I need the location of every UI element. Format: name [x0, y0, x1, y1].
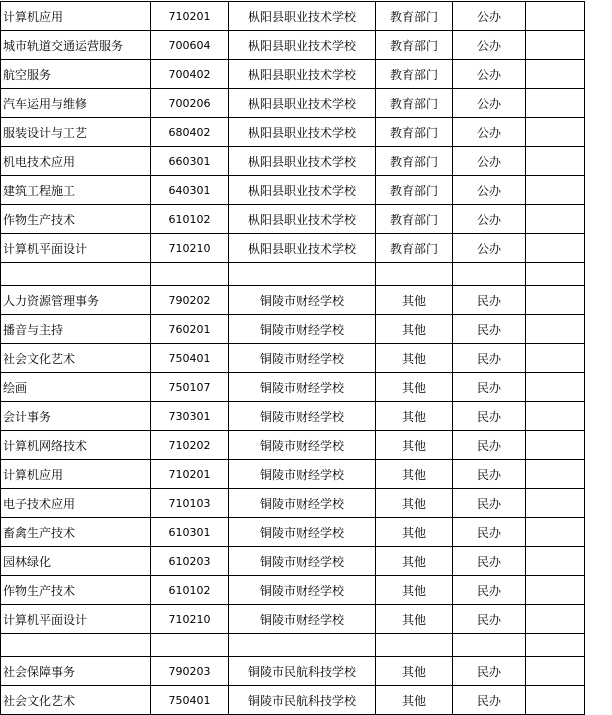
- department-cell: 教育部门: [376, 31, 453, 60]
- code-cell: 750401: [151, 686, 229, 715]
- school-cell: 铜陵市财经学校: [229, 576, 376, 605]
- table-row: [1, 286, 585, 315]
- empty-cell: [151, 634, 229, 657]
- empty-cell: [526, 286, 585, 315]
- school-type-cell: 民办: [453, 402, 526, 431]
- department-cell: 其他: [376, 686, 453, 715]
- table-row: [1, 60, 585, 89]
- major-cell: 计算机网络技术: [1, 431, 151, 460]
- department-cell: 其他: [376, 315, 453, 344]
- major-cell: 城市轨道交通运营服务: [1, 31, 151, 60]
- school-cell: 铜陵市财经学校: [229, 431, 376, 460]
- department-cell: 其他: [376, 373, 453, 402]
- school-type-cell: 公办: [453, 31, 526, 60]
- code-cell: 700604: [151, 31, 229, 60]
- department-cell: 教育部门: [376, 234, 453, 263]
- empty-cell: [526, 344, 585, 373]
- table-row: [1, 89, 585, 118]
- school-type-cell: 民办: [453, 431, 526, 460]
- school-type-cell: 民办: [453, 373, 526, 402]
- empty-cell: [526, 31, 585, 60]
- major-cell: 计算机应用: [1, 460, 151, 489]
- empty-cell: [526, 118, 585, 147]
- major-cell: 人力资源管理事务: [1, 286, 151, 315]
- school-cell: 枞阳县职业技术学校: [229, 176, 376, 205]
- major-cell: 园林绿化: [1, 547, 151, 576]
- table-row: [1, 118, 585, 147]
- table-row: [1, 547, 585, 576]
- empty-cell: [526, 234, 585, 263]
- school-type-cell: 公办: [453, 234, 526, 263]
- table-row: [1, 2, 585, 31]
- school-cell: 铜陵市民航科技学校: [229, 686, 376, 715]
- empty-cell: [526, 315, 585, 344]
- table-row: [1, 315, 585, 344]
- empty-cell: [1, 263, 151, 286]
- table-row: [1, 657, 585, 686]
- empty-cell: [526, 431, 585, 460]
- empty-cell: [526, 686, 585, 715]
- empty-cell: [526, 147, 585, 176]
- school-type-cell: 公办: [453, 89, 526, 118]
- table-row: [1, 686, 585, 715]
- department-cell: 教育部门: [376, 60, 453, 89]
- major-cell: 机电技术应用: [1, 147, 151, 176]
- table-row: [1, 176, 585, 205]
- school-type-cell: 公办: [453, 2, 526, 31]
- empty-cell: [526, 2, 585, 31]
- major-cell: 作物生产技术: [1, 576, 151, 605]
- empty-cell: [526, 489, 585, 518]
- table-row: [1, 489, 585, 518]
- school-cell: 铜陵市财经学校: [229, 373, 376, 402]
- code-cell: 610301: [151, 518, 229, 547]
- spacer-row: [1, 634, 585, 657]
- school-majors-table: [0, 1, 585, 715]
- school-type-cell: 公办: [453, 205, 526, 234]
- code-cell: 640301: [151, 176, 229, 205]
- table-row: [1, 431, 585, 460]
- major-cell: 计算机平面设计: [1, 605, 151, 634]
- table-row: [1, 205, 585, 234]
- empty-cell: [526, 263, 585, 286]
- empty-cell: [229, 634, 376, 657]
- empty-cell: [526, 60, 585, 89]
- code-cell: 610203: [151, 547, 229, 576]
- major-cell: 社会文化艺术: [1, 344, 151, 373]
- code-cell: 710201: [151, 460, 229, 489]
- empty-cell: [526, 634, 585, 657]
- department-cell: 教育部门: [376, 205, 453, 234]
- empty-cell: [526, 176, 585, 205]
- code-cell: 750107: [151, 373, 229, 402]
- major-cell: 计算机应用: [1, 2, 151, 31]
- department-cell: 教育部门: [376, 118, 453, 147]
- major-cell: 畜禽生产技术: [1, 518, 151, 547]
- empty-cell: [526, 547, 585, 576]
- empty-cell: [151, 263, 229, 286]
- school-cell: 铜陵市财经学校: [229, 286, 376, 315]
- school-cell: 枞阳县职业技术学校: [229, 234, 376, 263]
- code-cell: 760201: [151, 315, 229, 344]
- code-cell: 700402: [151, 60, 229, 89]
- school-type-cell: 公办: [453, 147, 526, 176]
- school-type-cell: 民办: [453, 576, 526, 605]
- table-row: [1, 31, 585, 60]
- empty-cell: [453, 634, 526, 657]
- empty-cell: [376, 263, 453, 286]
- code-cell: 710210: [151, 234, 229, 263]
- school-type-cell: 民办: [453, 489, 526, 518]
- school-type-cell: 民办: [453, 657, 526, 686]
- empty-cell: [526, 518, 585, 547]
- code-cell: 710201: [151, 2, 229, 31]
- empty-cell: [526, 605, 585, 634]
- code-cell: 660301: [151, 147, 229, 176]
- department-cell: 其他: [376, 489, 453, 518]
- code-cell: 730301: [151, 402, 229, 431]
- department-cell: 其他: [376, 286, 453, 315]
- table-row: [1, 234, 585, 263]
- school-cell: 枞阳县职业技术学校: [229, 60, 376, 89]
- table-row: [1, 518, 585, 547]
- table-row: [1, 373, 585, 402]
- school-type-cell: 公办: [453, 176, 526, 205]
- school-type-cell: 民办: [453, 547, 526, 576]
- school-type-cell: 民办: [453, 286, 526, 315]
- school-cell: 枞阳县职业技术学校: [229, 89, 376, 118]
- school-cell: 铜陵市财经学校: [229, 460, 376, 489]
- department-cell: 教育部门: [376, 147, 453, 176]
- empty-cell: [453, 263, 526, 286]
- department-cell: 其他: [376, 547, 453, 576]
- table-row: [1, 605, 585, 634]
- school-cell: 铜陵市财经学校: [229, 489, 376, 518]
- department-cell: 其他: [376, 431, 453, 460]
- school-type-cell: 公办: [453, 118, 526, 147]
- code-cell: 700206: [151, 89, 229, 118]
- department-cell: 其他: [376, 460, 453, 489]
- major-cell: 会计事务: [1, 402, 151, 431]
- empty-cell: [526, 460, 585, 489]
- school-cell: 枞阳县职业技术学校: [229, 2, 376, 31]
- major-cell: 汽车运用与维修: [1, 89, 151, 118]
- school-type-cell: 公办: [453, 60, 526, 89]
- department-cell: 其他: [376, 605, 453, 634]
- major-cell: 作物生产技术: [1, 205, 151, 234]
- code-cell: 790202: [151, 286, 229, 315]
- school-type-cell: 民办: [453, 518, 526, 547]
- school-cell: 铜陵市财经学校: [229, 402, 376, 431]
- school-cell: 铜陵市财经学校: [229, 315, 376, 344]
- department-cell: 其他: [376, 657, 453, 686]
- school-type-cell: 民办: [453, 315, 526, 344]
- major-cell: 社会保障事务: [1, 657, 151, 686]
- major-cell: 计算机平面设计: [1, 234, 151, 263]
- major-cell: 服装设计与工艺: [1, 118, 151, 147]
- school-cell: 铜陵市民航科技学校: [229, 657, 376, 686]
- code-cell: 750401: [151, 344, 229, 373]
- table-row: [1, 576, 585, 605]
- spacer-row: [1, 263, 585, 286]
- empty-cell: [526, 89, 585, 118]
- major-cell: 绘画: [1, 373, 151, 402]
- table-body: [1, 2, 585, 715]
- code-cell: 610102: [151, 576, 229, 605]
- table-row: [1, 402, 585, 431]
- major-cell: 播音与主持: [1, 315, 151, 344]
- school-cell: 铜陵市财经学校: [229, 518, 376, 547]
- major-cell: 社会文化艺术: [1, 686, 151, 715]
- school-cell: 铜陵市财经学校: [229, 344, 376, 373]
- department-cell: 其他: [376, 402, 453, 431]
- school-type-cell: 民办: [453, 344, 526, 373]
- table-row: [1, 147, 585, 176]
- major-cell: 航空服务: [1, 60, 151, 89]
- code-cell: 710202: [151, 431, 229, 460]
- major-cell: 电子技术应用: [1, 489, 151, 518]
- department-cell: 其他: [376, 518, 453, 547]
- department-cell: 其他: [376, 576, 453, 605]
- empty-cell: [526, 657, 585, 686]
- school-cell: 枞阳县职业技术学校: [229, 205, 376, 234]
- school-type-cell: 民办: [453, 460, 526, 489]
- major-cell: 建筑工程施工: [1, 176, 151, 205]
- department-cell: 教育部门: [376, 2, 453, 31]
- code-cell: 710210: [151, 605, 229, 634]
- empty-cell: [526, 373, 585, 402]
- empty-cell: [229, 263, 376, 286]
- code-cell: 790203: [151, 657, 229, 686]
- table-row: [1, 460, 585, 489]
- code-cell: 680402: [151, 118, 229, 147]
- school-type-cell: 民办: [453, 686, 526, 715]
- empty-cell: [526, 576, 585, 605]
- department-cell: 其他: [376, 344, 453, 373]
- school-cell: 铜陵市财经学校: [229, 547, 376, 576]
- department-cell: 教育部门: [376, 89, 453, 118]
- school-cell: 铜陵市财经学校: [229, 605, 376, 634]
- school-cell: 枞阳县职业技术学校: [229, 31, 376, 60]
- school-cell: 枞阳县职业技术学校: [229, 118, 376, 147]
- department-cell: 教育部门: [376, 176, 453, 205]
- table-row: [1, 344, 585, 373]
- empty-cell: [526, 205, 585, 234]
- code-cell: 610102: [151, 205, 229, 234]
- empty-cell: [376, 634, 453, 657]
- empty-cell: [526, 402, 585, 431]
- code-cell: 710103: [151, 489, 229, 518]
- school-type-cell: 民办: [453, 605, 526, 634]
- school-cell: 枞阳县职业技术学校: [229, 147, 376, 176]
- empty-cell: [1, 634, 151, 657]
